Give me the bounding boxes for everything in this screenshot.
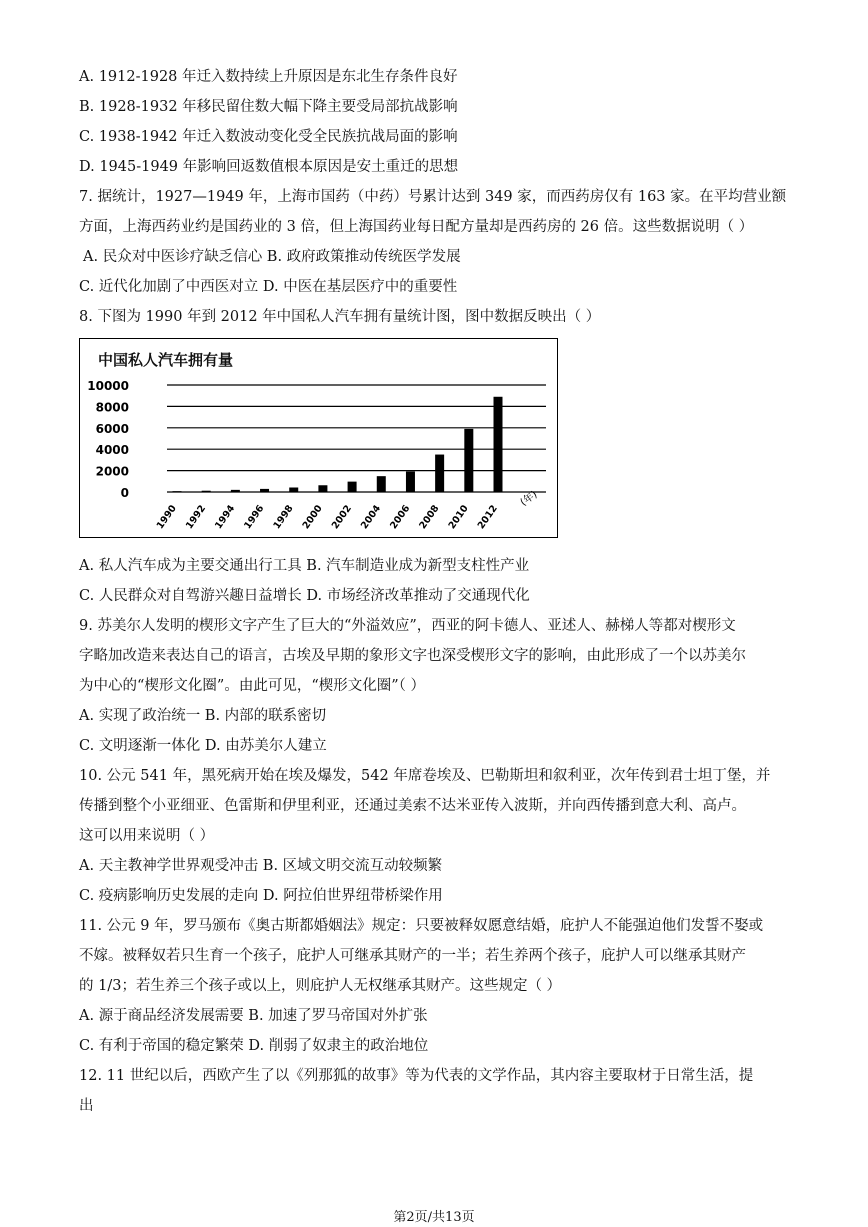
y-tick-label: 4000 <box>95 443 129 458</box>
text-line: 传播到整个小亚细亚、色雷斯和伊里利亚，还通过美索不达米亚传入波斯，并向西传播到意大利、高卢。 <box>79 798 746 814</box>
text-line: 为中心的“楔形文化圈”。由此可见，“楔形文化圈”（ ） <box>79 678 426 694</box>
text-line: C. 人民群众对自驾游兴趣日益增长 D. 市场经济改革推动了交通现代化 <box>79 588 530 604</box>
bar <box>494 397 503 492</box>
bar <box>231 490 240 492</box>
text-line: D. 1945-1949 年影响回返数值根本原因是安土重迁的思想 <box>79 159 459 175</box>
text-line: 不嫁。被释奴若只生育一个孩子，庇护人可继承其财产的一半；若生养两个孩子，庇护人可以继承其财产 <box>79 948 746 964</box>
x-tick-label: 1998 <box>271 503 296 532</box>
bar <box>435 455 444 492</box>
text-line: 方面，上海西药业约是国药业的 3 倍，但上海国药业每日配方量却是西药房的 26 倍。这些数据说明（ ） <box>79 219 754 235</box>
chart-title: 中国私人汽车拥有量 <box>98 351 234 369</box>
text-line: A. 源于商品经济发展需要 B. 加速了罗马帝国对外扩张 <box>79 1008 428 1024</box>
text-line: C. 文明逐渐一体化 D. 由苏美尔人建立 <box>79 738 327 754</box>
text-line: 出 <box>79 1098 94 1114</box>
x-tick-label: 2010 <box>446 503 471 532</box>
bar <box>289 488 298 492</box>
bar <box>377 476 386 492</box>
y-tick-label: 0 <box>120 486 129 500</box>
bar <box>406 471 415 492</box>
text-line: A. 实现了政治统一 B. 内部的联系密切 <box>79 708 327 724</box>
bar <box>260 489 269 492</box>
chart-plot <box>80 339 559 539</box>
text-line: 11. 公元 9 年，罗马颁布《奥古斯都婚姻法》规定：只要被释奴愿意结婚，庇护人不能强迫他们发誓不娶或 <box>79 918 764 934</box>
x-tick-label: 2006 <box>388 503 413 532</box>
bar <box>173 491 182 492</box>
text-line: A. 1912-1928 年迁入数持续上升原因是东北生存条件良好 <box>79 69 458 85</box>
bar <box>348 482 357 492</box>
text-line: 7. 据统计，1927—1949 年，上海市国药（中药）号累计达到 349 家，而西药房仅有 163 家。在平均营业额 <box>79 189 787 205</box>
car-ownership-chart <box>79 338 558 538</box>
x-tick-label: 1996 <box>242 503 267 532</box>
y-tick-label: 10000 <box>87 379 129 393</box>
text-line: 12. 11 世纪以后，西欧产生了以《列那狐的故事》等为代表的文学作品，其内容主要取材于日常生活，提 <box>79 1068 754 1084</box>
text-line: C. 疫病影响历史发展的走向 D. 阿拉伯世界纽带桥梁作用 <box>79 888 443 904</box>
page-footer: 第2页/共13页 <box>393 1210 475 1225</box>
text-line: B. 1928-1932 年移民留住数大幅下降主要受局部抗战影响 <box>79 99 458 115</box>
bar <box>318 485 327 492</box>
text-line: A. 天主教神学世界观受冲击 B. 区域文明交流互动较频繁 <box>79 858 443 874</box>
text-line: 9. 苏美尔人发明的楔形文字产生了巨大的“外溢效应”，西亚的阿卡德人、亚述人、赫梯人等都对楔形文 <box>79 618 736 634</box>
y-tick-label: 6000 <box>95 421 129 436</box>
text-line: 8. 下图为 1990 年到 2012 年中国私人汽车拥有量统计图，图中数据反映出（ ） <box>79 309 601 325</box>
x-tick-label: 2000 <box>300 503 325 532</box>
text-line: 字略加改造来表达自己的语言，古埃及早期的象形文字也深受楔形文字的影响，由此形成了一个以苏美尔 <box>79 648 746 664</box>
bar <box>464 429 473 492</box>
y-tick-label: 8000 <box>95 400 129 415</box>
text-line: A. 私人汽车成为主要交通出行工具 B. 汽车制造业成为新型支柱性产业 <box>79 558 530 574</box>
x-axis-unit: (年) <box>518 489 540 509</box>
x-tick-label: 2002 <box>329 503 354 532</box>
x-tick-label: 2008 <box>417 503 442 532</box>
text-line: 的 1/3；若生养三个孩子或以上，则庇护人无权继承其财产。这些规定（ ） <box>79 978 562 994</box>
x-tick-label: 1994 <box>213 503 238 532</box>
text-line: C. 有利于帝国的稳定繁荣 D. 削弱了奴隶主的政治地位 <box>79 1038 429 1054</box>
x-tick-label: 1992 <box>183 503 209 532</box>
text-line: C. 1938-1942 年迁入数波动变化受全民族抗战局面的影响 <box>79 129 458 145</box>
bar <box>202 491 211 492</box>
text-line: 这可以用来说明（ ） <box>79 828 215 844</box>
y-tick-label: 2000 <box>95 464 129 479</box>
x-tick-label: 1990 <box>154 503 179 532</box>
x-tick-label: 2004 <box>358 503 384 532</box>
x-tick-label: 2012 <box>475 503 500 532</box>
text-line: A. 民众对中医诊疗缺乏信心 B. 政府政策推动传统医学发展 <box>83 249 461 265</box>
text-line: 10. 公元 541 年，黑死病开始在埃及爆发，542 年席卷埃及、巴勒斯坦和叙利亚，次年传到君士坦丁堡，并 <box>79 768 771 784</box>
text-line: C. 近代化加剧了中西医对立 D. 中医在基层医疗中的重要性 <box>79 279 458 295</box>
